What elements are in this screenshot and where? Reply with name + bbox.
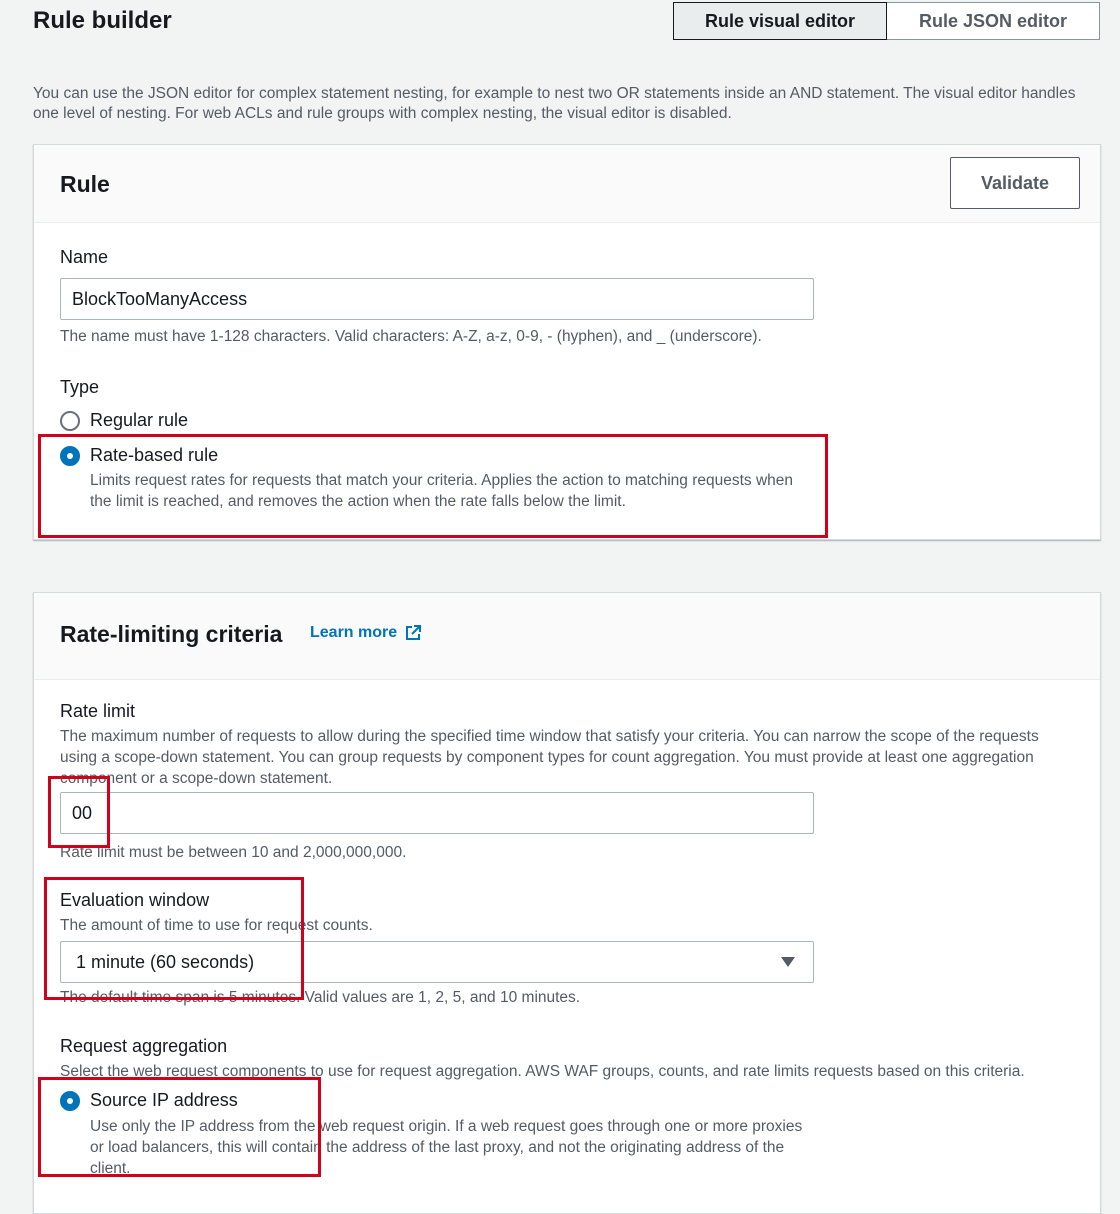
- rate-based-rule-option[interactable]: [60, 445, 218, 466]
- name-hint: The name must have 1-128 characters. Valid characters: A-Z, a-z, 0-9, - (hyphen), and _ (underscore).: [60, 328, 762, 345]
- rule-json-editor-tab[interactable]: Rule JSON editor: [887, 2, 1100, 40]
- request-aggregation-label: Request aggregation: [60, 1036, 228, 1056]
- rule-visual-editor-tab[interactable]: Rule visual editor: [673, 2, 887, 40]
- rule-panel-header: [34, 145, 1100, 223]
- evaluation-window-hint: The default time span is 5 minutes. Valid values are 1, 2, 5, and 10 minutes.: [60, 989, 581, 1006]
- evaluation-window-description: The amount of time to use for request counts.: [60, 917, 373, 934]
- rate-limiting-panel: [33, 592, 1101, 1214]
- learn-more-link[interactable]: [310, 624, 422, 642]
- evaluation-window-label: Evaluation window: [60, 890, 210, 910]
- rate-limit-input[interactable]: 00: [60, 792, 814, 834]
- rate-limit-description: The maximum number of requests to allow during the specified time window that satisfy your criteria. You can narrow the scope of the requests using a scope-down statement. You can group requests by component types for count aggregation. You must provide at least one aggregation component or a scope-down statement.: [60, 728, 1039, 787]
- editor-toggle: [673, 2, 1100, 40]
- rate-limit-hint: Rate limit must be between 10 and 2,000,000,000.: [60, 844, 407, 861]
- rate-limiting-panel-header: [34, 593, 1100, 680]
- rate-based-rule-label: Rate-based rule: [90, 445, 219, 465]
- source-ip-description: Use only the IP address from the web request origin. If a web request goes through one or more proxies or load balancers, this will contain the address of the last proxy, and not the originating address of the client.: [90, 1118, 803, 1177]
- source-ip-option[interactable]: [60, 1090, 238, 1111]
- name-input[interactable]: BlockTooManyAccess: [60, 278, 814, 320]
- evaluation-window-value: 1 minute (60 seconds): [76, 951, 255, 972]
- validate-button[interactable]: Validate: [950, 157, 1080, 209]
- rate-limit-label: Rate limit: [60, 701, 136, 721]
- intro-text: You can use the JSON editor for complex statement nesting, for example to nest two OR statements inside an AND statement. The visual editor handles one level of nesting. For web ACLs and rule groups with complex nesting, the visual editor is disabled.: [33, 85, 1076, 122]
- rule-panel: [33, 144, 1101, 540]
- regular-rule-option[interactable]: [60, 410, 188, 431]
- rule-panel-title: Rule: [60, 171, 110, 197]
- rate-based-rule-radio[interactable]: [60, 446, 80, 466]
- source-ip-label: Source IP address: [90, 1090, 238, 1110]
- type-label: Type: [60, 377, 100, 397]
- request-aggregation-description: Select the web request components to use for request aggregation. AWS WAF groups, counts, and rate limits requests based on this criteria.: [60, 1063, 1025, 1080]
- name-label: Name: [60, 247, 109, 267]
- learn-more-label: Learn more: [310, 624, 398, 641]
- regular-rule-label: Regular rule: [90, 410, 189, 430]
- source-ip-radio[interactable]: [60, 1091, 80, 1111]
- rate-limiting-panel-title: Rate-limiting criteria: [60, 621, 283, 647]
- page-title: Rule builder: [33, 7, 172, 34]
- caret-down-icon: [781, 957, 795, 967]
- external-link-icon: [404, 624, 422, 642]
- rate-based-rule-description: Limits request rates for requests that match your criteria. Applies the action to matching requests when the limit is reached, and removes the action when the rate falls below the limit.: [90, 472, 794, 510]
- regular-rule-radio[interactable]: [60, 411, 80, 431]
- evaluation-window-select[interactable]: [60, 941, 814, 983]
